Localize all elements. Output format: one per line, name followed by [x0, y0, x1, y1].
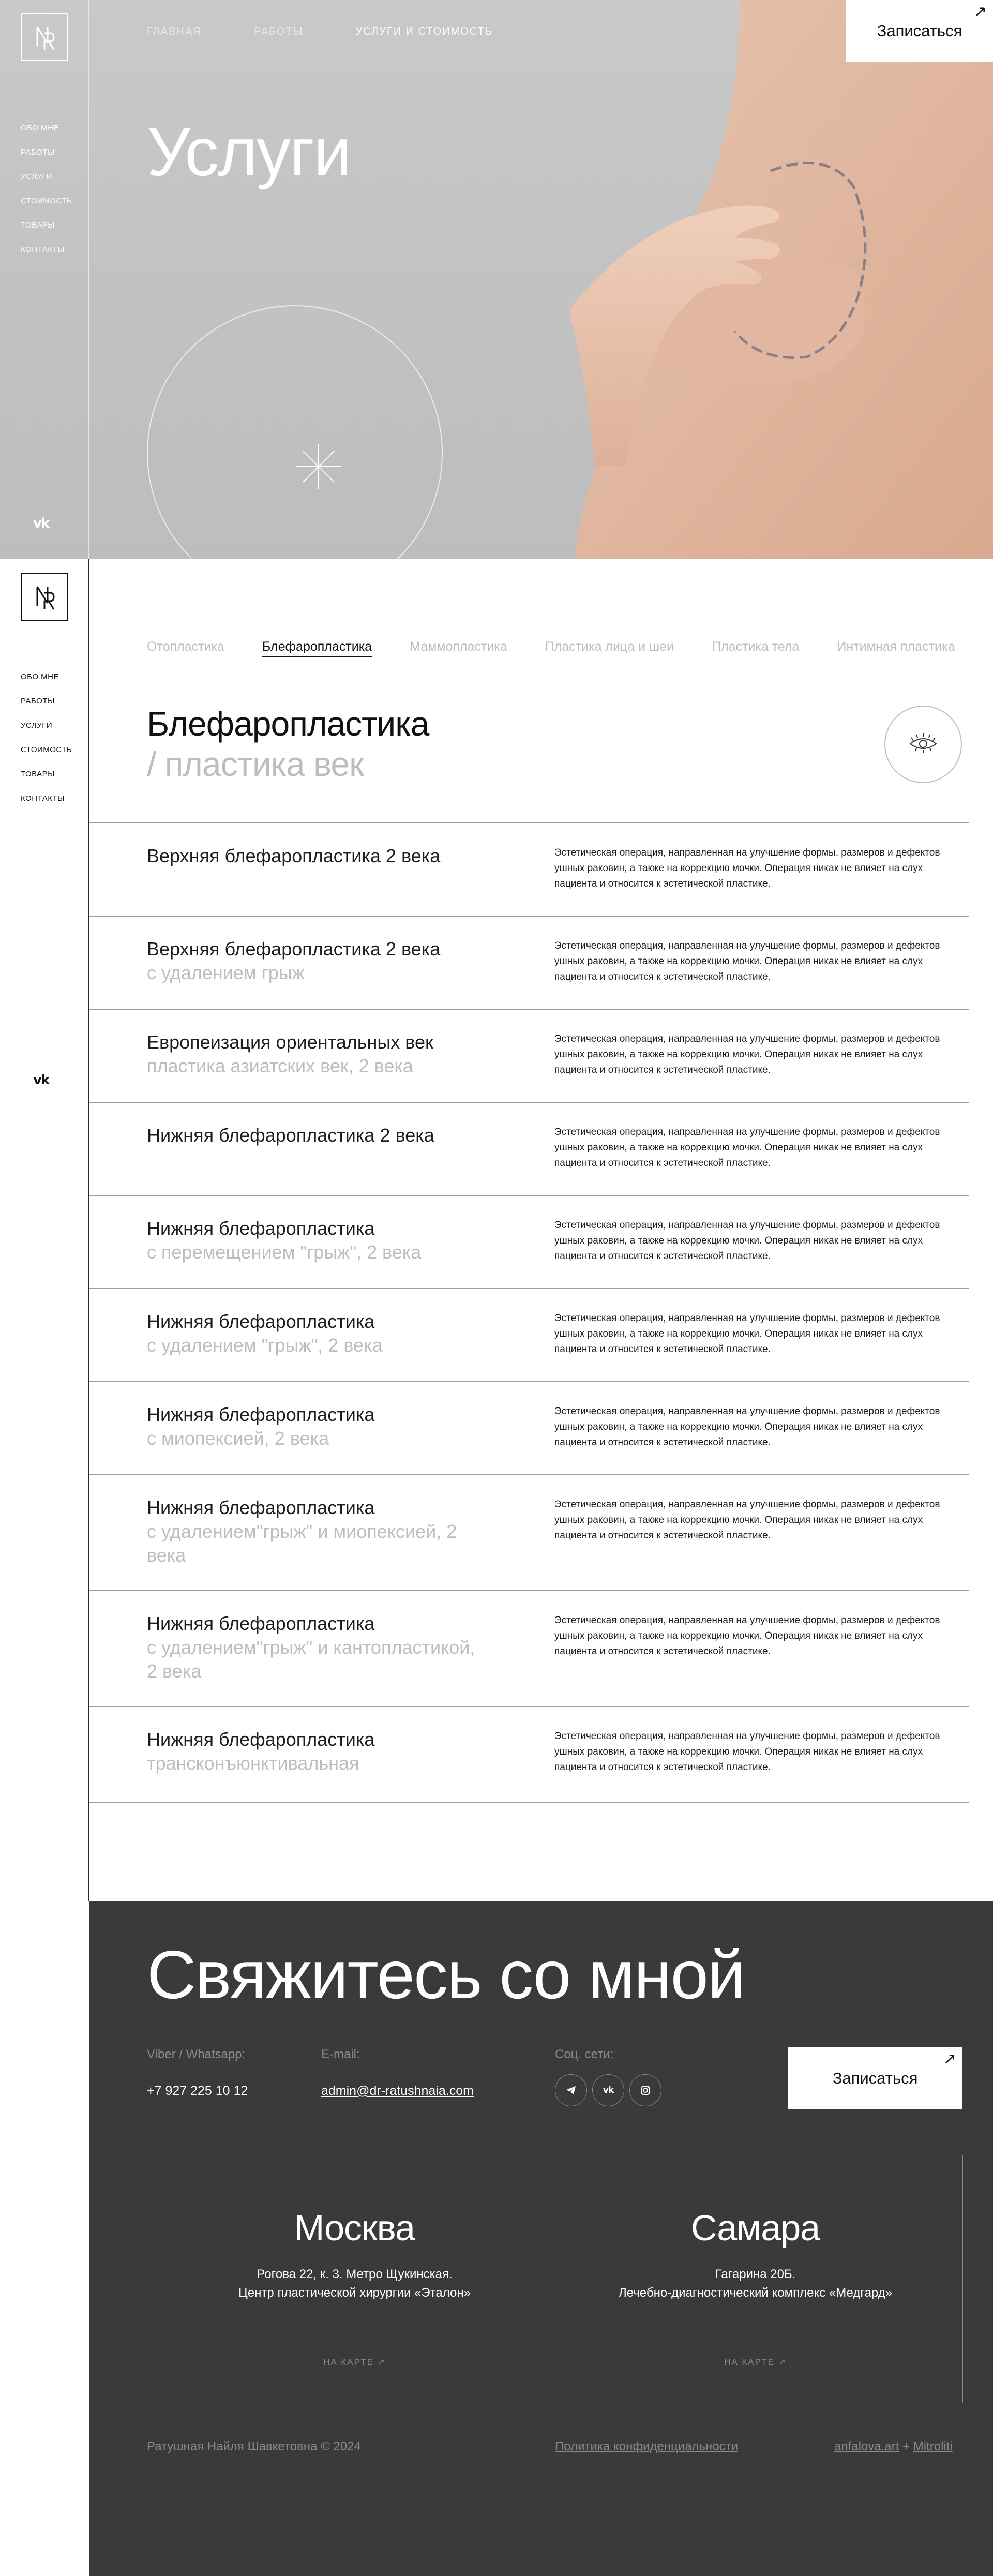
book-button-label: Записаться [832, 2069, 918, 2087]
instagram-icon[interactable] [629, 2074, 661, 2106]
address-line: Рогова 22, к. 3. Метро Щукинская. [257, 2267, 453, 2281]
map-link[interactable] [147, 2357, 562, 2368]
service-description: Эстетическая операция, направленная на улучшение формы, размеров и дефектов ушных раковин, а также на коррекцию мочки. Операция никак не влияет на слух пациента и относится к эстетической пластике. [554, 1220, 940, 1262]
service-subtitle: с удалением"грыж" и кантопластикой, 2 века [147, 1637, 475, 1682]
sidebar-item-products[interactable]: ТОВАРЫ [21, 221, 55, 230]
credits [834, 2439, 953, 2454]
arrow-up-right-icon: ↗ [377, 2357, 386, 2367]
tab-blepharoplasty[interactable]: Блефаропластика [262, 639, 372, 657]
phone-label: Viber / Whatsapp: [147, 2047, 246, 2061]
service-subtitle: с удалением "грыж", 2 века [147, 1335, 383, 1356]
service-description: Эстетическая операция, направленная на улучшение формы, размеров и дефектов ушных раковин, а также на коррекцию мочки. Операция никак не влияет на слух пациента и относится к эстетической пластике. [554, 1034, 940, 1075]
city-address [147, 2265, 562, 2302]
sidebar-item-services[interactable]: УСЛУГИ [21, 721, 53, 730]
social-links [555, 2074, 667, 2106]
service-subtitle: с миопексией, 2 века [147, 1428, 329, 1449]
credit-separator: + [902, 2439, 910, 2453]
service-name: Нижняя блефаропластика [147, 1613, 375, 1634]
city-address [548, 2265, 962, 2302]
service-subtitle: с удалением грыж [147, 962, 305, 983]
service-name: Нижняя блефаропластика [147, 1497, 375, 1518]
decorative-circle [145, 303, 445, 559]
service-name: Нижняя блефаропластика [147, 1218, 375, 1239]
nav-works[interactable]: РАБОТЫ [253, 26, 304, 37]
email-link[interactable]: admin@dr-ratushnaia.com [321, 2084, 474, 2098]
sidebar-item-services[interactable]: УСЛУГИ [21, 172, 53, 181]
list-item[interactable] [89, 1706, 969, 1799]
hero-section [0, 0, 993, 559]
tab-body[interactable]: Пластика тела [712, 639, 800, 654]
service-description: Эстетическая операция, направленная на улучшение формы, размеров и дефектов ушных раковин, а также на коррекцию мочки. Операция никак не влияет на слух пациента и относится к эстетической пластике. [554, 1313, 940, 1355]
social-label: Соц. сети: [555, 2047, 614, 2061]
hero-figure-image [517, 0, 993, 559]
map-link[interactable] [548, 2357, 962, 2368]
nav-services[interactable]: УСЛУГИ И СТОИМОСТЬ [355, 26, 493, 37]
city-name: Самара [690, 2208, 820, 2248]
nr-monogram-icon [30, 582, 59, 611]
sidebar-item-prices[interactable]: СТОИМОСТЬ [21, 197, 72, 205]
address-line: Гагарина 20Б. [715, 2267, 796, 2281]
list-item[interactable] [89, 1474, 969, 1590]
list-item[interactable] [89, 1195, 969, 1288]
sidebar-item-contacts[interactable]: КОНТАКТЫ [21, 794, 65, 803]
service-subtitle: трансконъюнктивальная [147, 1753, 359, 1774]
sidebar-item-products[interactable]: ТОВАРЫ [21, 770, 55, 778]
vk-icon[interactable]: vk [33, 1072, 49, 1088]
service-description: Эстетическая операция, направленная на улучшение формы, размеров и дефектов ушных раковин, а также на коррекцию мочки. Операция никак не влияет на слух пациента и относится к эстетической пластике. [554, 1731, 940, 1773]
sidebar-item-about[interactable]: ОБО МНЕ [21, 124, 59, 132]
credit-link[interactable]: anfalova.art [834, 2439, 899, 2453]
city-name: Москва [294, 2208, 415, 2248]
eye-badge [884, 706, 962, 783]
tab-face-neck[interactable]: Пластика лица и шеи [545, 639, 674, 654]
nr-monogram-icon [30, 23, 59, 52]
sticky-sidebar [0, 559, 89, 1901]
list-item[interactable] [89, 822, 969, 916]
section-subtitle: / пластика век [147, 745, 364, 783]
service-name: Нижняя блефаропластика [147, 1729, 375, 1750]
book-button-label: Записаться [877, 22, 962, 40]
service-description: Эстетическая операция, направленная на улучшение формы, размеров и дефектов ушных раковин, а также на коррекцию мочки. Операция никак не влияет на слух пациента и относится к эстетической пластике. [554, 1406, 940, 1448]
sidebar-nav [21, 673, 72, 819]
book-button[interactable] [788, 2047, 962, 2109]
section-title: Блефаропластика [147, 705, 429, 743]
page-title: Услуги [147, 114, 351, 190]
service-description: Эстетическая операция, направленная на улучшение формы, размеров и дефектов ушных раковин, а также на коррекцию мочки. Операция никак не влияет на слух пациента и относится к эстетической пластике. [554, 1615, 940, 1657]
arrow-up-right-icon: ↗ [943, 2050, 956, 2068]
service-description: Эстетическая операция, направленная на улучшение формы, размеров и дефектов ушных раковин, а также на коррекцию мочки. Операция никак не влияет на слух пациента и относится к эстетической пластике. [554, 847, 940, 889]
service-name: Нижняя блефаропластика [147, 1404, 375, 1425]
list-item[interactable] [89, 1590, 969, 1706]
arrow-up-right-icon: ↗ [778, 2357, 787, 2367]
service-description: Эстетическая операция, направленная на улучшение формы, размеров и дефектов ушных раковин, а также на коррекцию мочки. Операция никак не влияет на слух пациента и относится к эстетической пластике. [554, 940, 940, 982]
service-subtitle: с перемещением "грыж", 2 века [147, 1241, 422, 1263]
email-label: E-mail: [321, 2047, 360, 2061]
top-nav [147, 26, 493, 38]
phone-link[interactable]: +7 927 225 10 12 [147, 2084, 248, 2098]
service-name: Нижняя блефаропластика [147, 1311, 375, 1332]
city-card-samara [548, 2155, 963, 2403]
sidebar-nav [21, 124, 72, 270]
service-name: Нижняя блефаропластика 2 века [147, 1125, 434, 1146]
service-description: Эстетическая операция, направленная на улучшение формы, размеров и дефектов ушных раковин, а также на коррекцию мочки. Операция никак не влияет на слух пациента и относится к эстетической пластике. [554, 1127, 940, 1169]
arrow-up-right-icon: ↗ [973, 3, 987, 20]
service-name: Европеизация ориентальных век [147, 1031, 433, 1053]
tab-otoplasty[interactable]: Отопластика [147, 639, 224, 654]
map-link-label: НА КАРТЕ [724, 2357, 775, 2367]
sparkle-icon [296, 444, 341, 489]
sidebar-item-works[interactable]: РАБОТЫ [21, 148, 55, 157]
services-list [89, 822, 969, 1799]
contact-title: Свяжитесь со мной [147, 1937, 745, 2013]
logo[interactable] [21, 13, 68, 61]
list-item[interactable] [89, 1288, 969, 1381]
category-tabs [147, 639, 992, 657]
tab-mammoplasty[interactable]: Маммопластика [410, 639, 507, 654]
address-line: Центр пластической хирургии «Эталон» [238, 2286, 471, 2300]
list-item[interactable] [89, 916, 969, 1009]
service-description: Эстетическая операция, направленная на улучшение формы, размеров и дефектов ушных раковин, а также на коррекцию мочки. Операция никак не влияет на слух пациента и относится к эстетической пластике. [554, 1499, 940, 1541]
nav-home[interactable]: ГЛАВНАЯ [147, 26, 202, 37]
contact-section [89, 1901, 993, 2576]
address-line: Лечебно-диагностический комплекс «Медгард» [618, 2286, 893, 2300]
copyright: Ратушная Найля Шавкетовна © 2024 [147, 2439, 361, 2453]
sidebar-item-prices[interactable]: СТОИМОСТЬ [21, 745, 72, 754]
service-name: Верхняя блефаропластика 2 века [147, 938, 441, 960]
map-link-label: НА КАРТЕ [323, 2357, 374, 2367]
list-item[interactable] [89, 1009, 969, 1102]
logo[interactable] [21, 573, 68, 621]
privacy-link[interactable]: Политика конфиденциальности [555, 2439, 739, 2453]
service-subtitle: с удалением"грыж" и миопексией, 2 века [147, 1521, 457, 1566]
telegram-icon[interactable] [555, 2074, 587, 2106]
list-item[interactable] [89, 1102, 969, 1195]
credit-link[interactable]: Mitroliti [913, 2439, 953, 2453]
book-button[interactable] [846, 0, 993, 62]
vk-icon[interactable]: vk [33, 516, 49, 531]
list-item[interactable] [89, 1381, 969, 1474]
city-card-moscow [147, 2155, 562, 2403]
eye-icon [905, 726, 941, 762]
tab-intimate[interactable]: Интимная пластика [837, 639, 955, 654]
divider [89, 1802, 969, 1803]
sidebar-item-about[interactable]: ОБО МНЕ [21, 672, 59, 681]
sidebar-item-works[interactable]: РАБОТЫ [21, 697, 55, 706]
service-name: Верхняя блефаропластика 2 века [147, 845, 441, 866]
hero-sidebar [0, 0, 89, 559]
vk-icon[interactable]: vk [592, 2074, 624, 2106]
sidebar-item-contacts[interactable]: КОНТАКТЫ [21, 245, 65, 254]
service-subtitle: пластика азиатских век, 2 века [147, 1055, 413, 1076]
